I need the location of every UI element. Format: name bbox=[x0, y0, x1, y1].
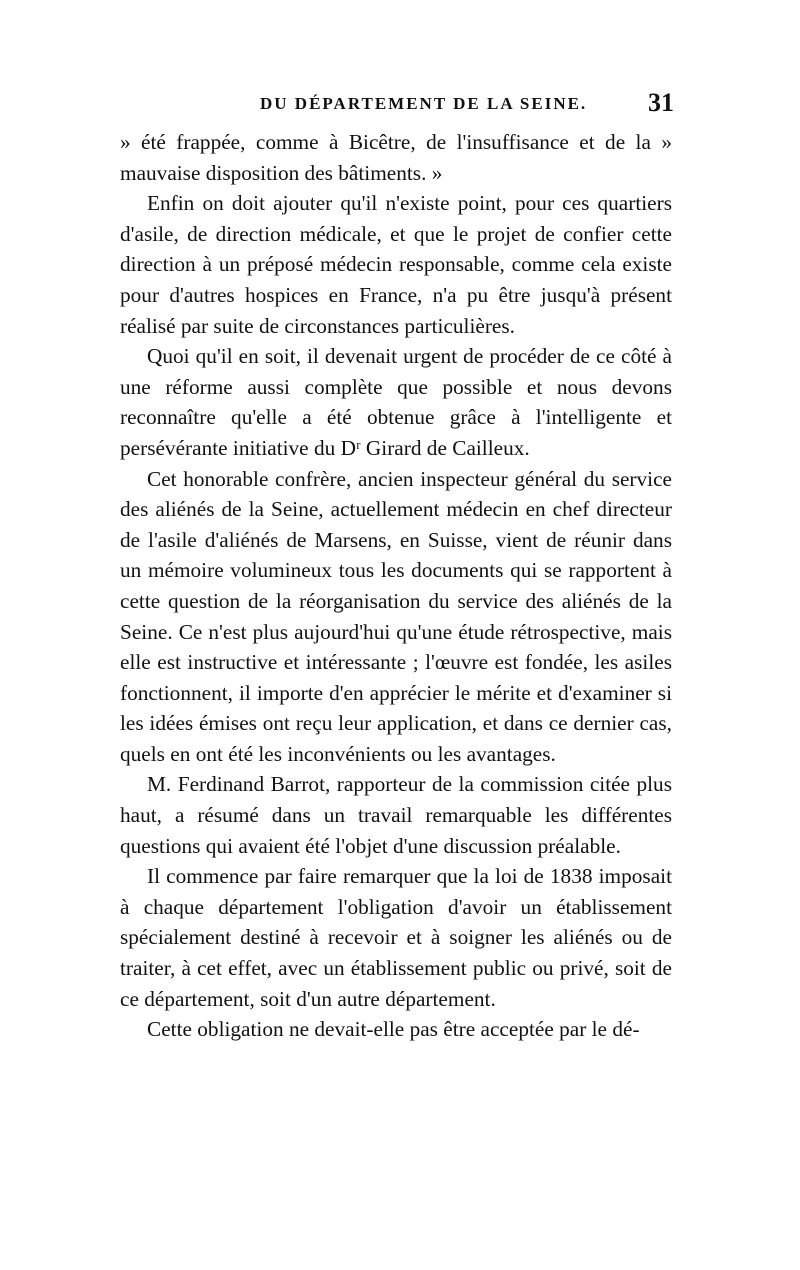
page-number: 31 bbox=[648, 88, 674, 117]
paragraph: M. Ferdinand Barrot, rapporteur de la commission citée plus haut, a résumé dans un travail remarquable les différentes questions qui avaient été l'objet d'une discussion préalable. bbox=[120, 772, 672, 858]
running-title: DU DÉPARTEMENT DE LA SEINE. bbox=[260, 94, 588, 113]
body-text bbox=[120, 127, 672, 1045]
paragraph: Enfin on doit ajouter qu'il n'existe point, pour ces quartiers d'asile, de direction médicale, et que le projet de confier cette direction à un préposé médecin responsable, comme cela existe pour d'autres hospices en France, n'a pu être jusqu'à présent réalisé par suite de circonstances particulières. bbox=[120, 191, 672, 338]
paragraph: Cette obligation ne devait-elle pas être acceptée par le dé- bbox=[147, 1017, 640, 1042]
paragraph-quote-end: » été frappée, comme à Bicêtre, de l'insuffisance et de la » mauvaise disposition des bâtiments. » bbox=[120, 130, 672, 185]
paragraph: Il commence par faire remarquer que la loi de 1838 imposait à chaque département l'obligation d'avoir un établissement spécialement destiné à recevoir et à soigner les aliénés ou de traiter, à cet effet, avec un établissement public ou privé, soit de ce département, soit d'un autre département. bbox=[120, 864, 672, 1011]
paragraph: Quoi qu'il en soit, il devenait urgent de procéder de ce côté à une réforme aussi complète que possible et nous devons reconnaître qu'elle a été obtenue grâce à l'intelligente et persévérante initiative du Dʳ Girard de Cailleux. bbox=[120, 344, 672, 460]
paragraph: Cet honorable confrère, ancien inspecteur général du service des aliénés de la Seine, actuellement médecin en chef directeur de l'asile d'aliénés de Marsens, en Suisse, vient de réunir dans un mémoire volumineux tous les documents qui se rapportent à cette question de la réorganisation du service des aliénés de la Seine. Ce n'est plus aujourd'hui qu'une étude rétrospective, mais elle est instructive et intéressante ; l'œuvre est fondée, les asiles fonctionnent, il importe d'en apprécier le mérite et d'examiner si les idées émises ont reçu leur application, et dans ce dernier cas, quels en ont été les inconvénients ou les avantages. bbox=[120, 466, 672, 766]
running-head bbox=[120, 88, 680, 124]
